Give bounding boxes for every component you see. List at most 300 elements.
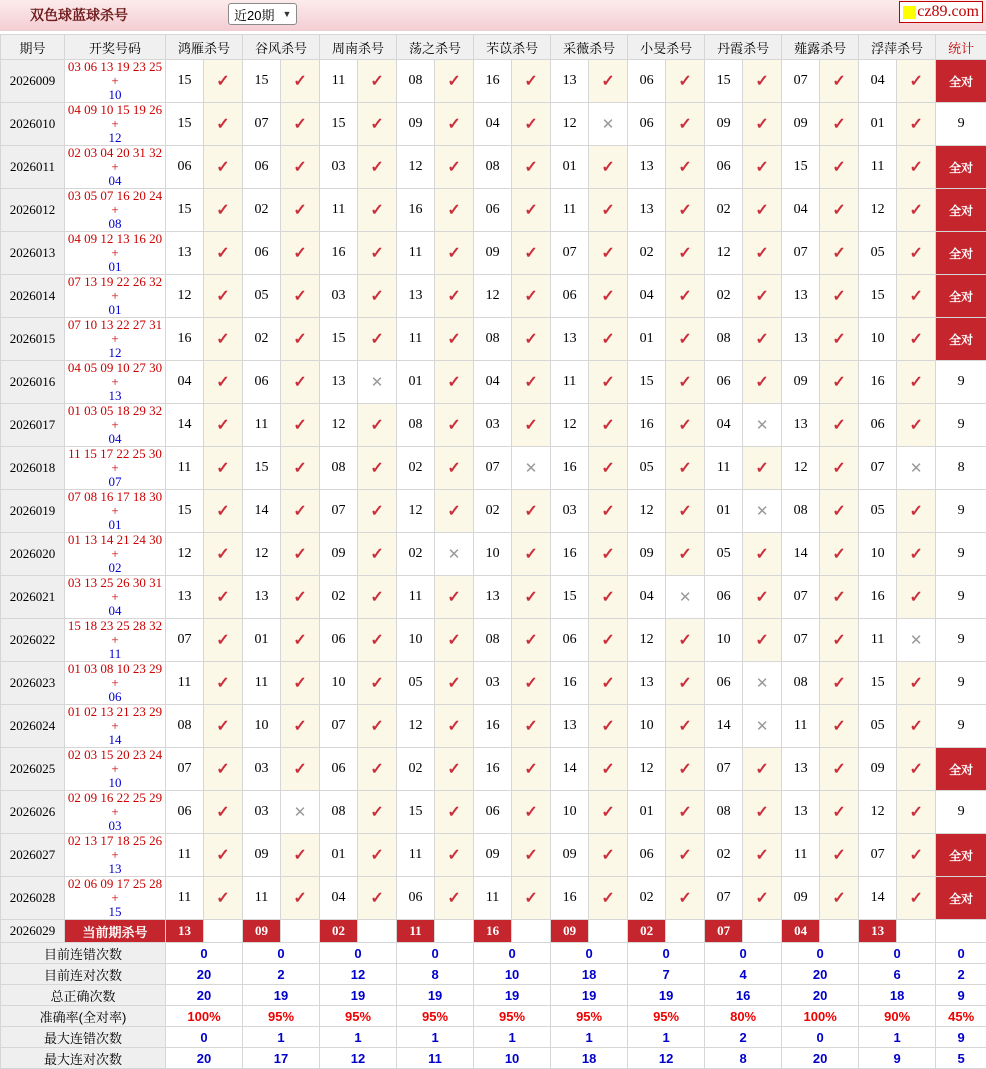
kill-number-cell: 13 <box>782 318 820 361</box>
kill-number-cell: 15 <box>166 189 204 232</box>
check-cell <box>512 103 551 146</box>
kill-number-cell: 04 <box>474 103 512 146</box>
table-row <box>1 490 986 533</box>
check-cell <box>435 834 474 877</box>
check-cell <box>743 619 782 662</box>
check-cell <box>204 576 243 619</box>
period-range-value: 近20期 <box>234 5 274 24</box>
check-icon: ✓ <box>601 288 614 305</box>
check-icon: ✓ <box>909 847 922 864</box>
period-cell: 2026025 <box>1 748 65 791</box>
kill-number-cell: 13 <box>628 189 666 232</box>
blue-ball-text: 11 <box>109 646 122 661</box>
summary-value-cell: 100% <box>166 1006 243 1027</box>
blue-ball-text: 01 <box>109 517 122 532</box>
check-icon: ✓ <box>909 675 922 692</box>
kill-number-cell: 12 <box>859 791 897 834</box>
summary-value-cell: 18 <box>551 1048 628 1069</box>
stat-cell: 9 <box>936 791 986 834</box>
check-icon: ✓ <box>447 632 460 649</box>
check-icon: ✓ <box>524 546 537 563</box>
summary-value-cell: 80% <box>705 1006 782 1027</box>
check-cell <box>281 662 320 705</box>
kill-number-cell: 13 <box>782 404 820 447</box>
kill-number-cell: 12 <box>320 404 358 447</box>
check-icon: ✓ <box>909 374 922 391</box>
check-cell <box>281 189 320 232</box>
check-icon: ✓ <box>832 331 845 348</box>
summary-value-cell: 1 <box>551 1027 628 1048</box>
current-kill-cell: 16 <box>474 920 512 943</box>
check-icon: ✓ <box>755 245 768 262</box>
check-icon: ✓ <box>832 288 845 305</box>
check-icon: ✓ <box>524 331 537 348</box>
summary-value-cell: 20 <box>166 985 243 1006</box>
summary-value-cell: 18 <box>551 964 628 985</box>
kill-number-cell: 16 <box>859 361 897 404</box>
kill-number-cell: 10 <box>859 318 897 361</box>
kill-number-cell: 13 <box>551 60 589 103</box>
kill-number-cell: 02 <box>397 533 435 576</box>
period-cell: 2026009 <box>1 60 65 103</box>
check-icon: ✓ <box>601 245 614 262</box>
summary-value-cell: 0 <box>859 943 936 964</box>
kill-number-cell: 07 <box>166 619 204 662</box>
kill-number-cell: 15 <box>397 791 435 834</box>
kill-number-cell: 01 <box>628 318 666 361</box>
empty-check-cell <box>743 920 782 943</box>
check-cell <box>743 490 782 533</box>
summary-label-cell: 准确率(全对率) <box>1 1006 166 1027</box>
blue-ball-text: 15 <box>109 904 122 919</box>
current-kill-cell: 02 <box>628 920 666 943</box>
check-cell <box>589 361 628 404</box>
check-icon: ✓ <box>216 417 229 434</box>
kill-number-cell: 16 <box>397 189 435 232</box>
check-icon: ✓ <box>832 73 845 90</box>
period-cell: 2026026 <box>1 791 65 834</box>
kill-number-cell: 05 <box>397 662 435 705</box>
check-icon: ✓ <box>678 761 691 778</box>
check-icon: ✓ <box>832 804 845 821</box>
check-icon: ✓ <box>216 288 229 305</box>
kill-number-cell: 07 <box>705 877 743 920</box>
check-icon: ✓ <box>755 804 768 821</box>
red-balls-text: 01 13 14 21 24 30 + <box>68 533 162 562</box>
check-icon: ✓ <box>678 245 691 262</box>
kill-number-cell: 07 <box>320 705 358 748</box>
check-cell <box>204 705 243 748</box>
check-cell <box>512 232 551 275</box>
summary-label-cell: 目前连对次数 <box>1 964 166 985</box>
column-header: 薤露杀号 <box>782 35 859 60</box>
logo-square-icon <box>903 6 916 19</box>
summary-value-cell: 20 <box>782 964 859 985</box>
summary-value-cell: 0 <box>397 943 474 964</box>
check-icon: ✓ <box>293 546 306 563</box>
check-icon: ✓ <box>909 331 922 348</box>
kill-number-cell: 08 <box>474 318 512 361</box>
check-icon: ✓ <box>370 159 383 176</box>
check-cell <box>820 60 859 103</box>
check-cell <box>204 748 243 791</box>
check-cell <box>435 189 474 232</box>
kill-number-cell: 05 <box>705 533 743 576</box>
check-cell <box>666 705 705 748</box>
kill-number-cell: 11 <box>166 877 204 920</box>
check-cell <box>358 619 397 662</box>
period-cell: 2026016 <box>1 361 65 404</box>
period-cell: 2026012 <box>1 189 65 232</box>
stat-cell: 全对 <box>936 834 986 877</box>
check-cell <box>820 748 859 791</box>
check-icon: ✓ <box>755 288 768 305</box>
check-icon: ✓ <box>524 288 537 305</box>
kill-number-cell: 06 <box>397 877 435 920</box>
check-icon: ✓ <box>293 116 306 133</box>
cross-icon: ✕ <box>910 460 923 477</box>
blue-ball-text: 12 <box>109 130 122 145</box>
table-row <box>1 576 986 619</box>
check-cell <box>666 877 705 920</box>
kill-number-cell: 12 <box>628 619 666 662</box>
check-cell <box>358 447 397 490</box>
kill-number-cell: 09 <box>859 748 897 791</box>
kill-number-cell: 08 <box>166 705 204 748</box>
check-icon: ✓ <box>909 417 922 434</box>
check-icon: ✓ <box>293 718 306 735</box>
kill-number-cell: 06 <box>705 146 743 189</box>
check-cell <box>589 60 628 103</box>
kill-number-cell: 11 <box>166 834 204 877</box>
check-cell <box>743 705 782 748</box>
red-balls-text: 02 13 17 18 25 26 + <box>68 834 162 863</box>
kill-number-cell: 08 <box>705 318 743 361</box>
kill-number-cell: 10 <box>397 619 435 662</box>
kill-number-cell: 15 <box>243 60 281 103</box>
kill-number-cell: 08 <box>397 404 435 447</box>
kill-number-cell: 03 <box>243 791 281 834</box>
check-cell <box>743 748 782 791</box>
check-icon: ✓ <box>216 546 229 563</box>
kill-number-cell: 06 <box>166 791 204 834</box>
check-icon: ✓ <box>755 116 768 133</box>
check-cell <box>897 748 936 791</box>
check-cell <box>820 576 859 619</box>
check-icon: ✓ <box>755 159 768 176</box>
column-header: 浮萍杀号 <box>859 35 936 60</box>
draw-numbers-cell <box>65 275 166 318</box>
table-row <box>1 834 986 877</box>
check-icon: ✓ <box>524 417 537 434</box>
check-cell <box>743 576 782 619</box>
check-icon: ✓ <box>524 245 537 262</box>
check-icon: ✓ <box>909 589 922 606</box>
summary-value-cell: 20 <box>782 1048 859 1069</box>
summary-value-cell: 0 <box>782 1027 859 1048</box>
page-title: 双色球蓝球杀号 <box>30 0 128 30</box>
check-icon: ✓ <box>216 804 229 821</box>
check-cell <box>743 275 782 318</box>
kill-number-cell: 15 <box>782 146 820 189</box>
check-icon: ✓ <box>909 503 922 520</box>
period-cell: 2026028 <box>1 877 65 920</box>
red-balls-text: 15 18 23 25 28 32 + <box>68 619 162 648</box>
stat-cell: 9 <box>936 490 986 533</box>
column-header: 期号 <box>1 35 65 60</box>
chevron-down-icon: ▼ <box>282 9 291 19</box>
red-balls-text: 01 02 13 21 23 29 + <box>68 705 162 734</box>
summary-value-cell: 19 <box>474 985 551 1006</box>
draw-numbers-cell <box>65 490 166 533</box>
check-icon: ✓ <box>447 847 460 864</box>
kill-number-cell: 10 <box>243 705 281 748</box>
summary-value-cell: 19 <box>320 985 397 1006</box>
kill-number-cell: 16 <box>551 533 589 576</box>
kill-number-cell: 03 <box>320 275 358 318</box>
cross-icon: ✕ <box>910 632 923 649</box>
kill-number-cell: 01 <box>551 146 589 189</box>
check-icon: ✓ <box>601 374 614 391</box>
kill-number-cell: 12 <box>628 748 666 791</box>
draw-numbers-cell <box>65 318 166 361</box>
check-cell <box>743 533 782 576</box>
check-icon: ✓ <box>524 73 537 90</box>
kill-number-cell: 16 <box>859 576 897 619</box>
kill-number-cell: 06 <box>243 361 281 404</box>
check-icon: ✓ <box>216 847 229 864</box>
check-cell <box>512 318 551 361</box>
kill-number-cell: 07 <box>166 748 204 791</box>
red-balls-text: 02 09 16 22 25 29 + <box>68 791 162 820</box>
kill-number-cell: 11 <box>243 662 281 705</box>
kill-number-cell: 07 <box>859 834 897 877</box>
kill-number-cell: 04 <box>474 361 512 404</box>
kill-number-cell: 07 <box>859 447 897 490</box>
check-cell <box>512 275 551 318</box>
check-cell <box>204 619 243 662</box>
check-icon: ✓ <box>216 245 229 262</box>
period-cell: 2026010 <box>1 103 65 146</box>
check-cell <box>897 576 936 619</box>
table-row <box>1 619 986 662</box>
check-icon: ✓ <box>293 202 306 219</box>
check-icon: ✓ <box>678 288 691 305</box>
check-cell <box>358 275 397 318</box>
check-cell <box>435 619 474 662</box>
check-icon: ✓ <box>832 202 845 219</box>
blue-ball-text: 04 <box>109 173 122 188</box>
draw-numbers-cell <box>65 877 166 920</box>
kill-number-cell: 12 <box>397 146 435 189</box>
check-icon: ✓ <box>447 116 460 133</box>
check-cell <box>897 146 936 189</box>
kill-number-cell: 02 <box>628 232 666 275</box>
kill-number-cell: 12 <box>166 533 204 576</box>
stat-cell: 9 <box>936 404 986 447</box>
draw-numbers-cell <box>65 361 166 404</box>
kill-number-cell: 15 <box>166 60 204 103</box>
blue-ball-text: 04 <box>109 603 122 618</box>
cross-icon: ✕ <box>756 417 769 434</box>
check-icon: ✓ <box>370 890 383 907</box>
cross-icon: ✕ <box>294 804 307 821</box>
table-row <box>1 533 986 576</box>
kill-number-cell: 09 <box>628 533 666 576</box>
check-cell <box>204 791 243 834</box>
logo-text: cz89.com <box>917 3 979 21</box>
check-cell <box>281 404 320 447</box>
check-cell <box>512 748 551 791</box>
check-cell <box>820 318 859 361</box>
column-header: 统计 <box>936 35 986 60</box>
check-cell <box>589 189 628 232</box>
check-cell <box>204 404 243 447</box>
check-icon: ✓ <box>678 73 691 90</box>
kill-number-cell: 09 <box>782 103 820 146</box>
check-cell <box>204 275 243 318</box>
check-cell <box>743 447 782 490</box>
check-icon: ✓ <box>447 417 460 434</box>
check-cell <box>820 791 859 834</box>
summary-value-cell: 0 <box>628 943 705 964</box>
draw-numbers-cell <box>65 146 166 189</box>
summary-label-cell: 最大连错次数 <box>1 1027 166 1048</box>
kill-number-cell: 06 <box>320 748 358 791</box>
check-cell <box>435 103 474 146</box>
check-icon: ✓ <box>447 718 460 735</box>
check-icon: ✓ <box>447 202 460 219</box>
check-cell <box>204 232 243 275</box>
kill-number-cell: 12 <box>782 447 820 490</box>
kill-number-cell: 12 <box>628 490 666 533</box>
stat-cell <box>936 920 986 943</box>
check-icon: ✓ <box>370 417 383 434</box>
check-cell <box>666 447 705 490</box>
check-cell <box>435 275 474 318</box>
red-balls-text: 04 09 10 15 19 26 + <box>68 103 162 132</box>
check-icon: ✓ <box>524 675 537 692</box>
table-row <box>1 146 986 189</box>
check-icon: ✓ <box>678 202 691 219</box>
site-logo-link[interactable] <box>899 1 983 23</box>
check-icon: ✓ <box>447 331 460 348</box>
kill-number-cell: 09 <box>551 834 589 877</box>
check-cell <box>820 404 859 447</box>
kill-number-cell: 15 <box>243 447 281 490</box>
kill-number-cell: 16 <box>474 60 512 103</box>
kill-number-cell: 01 <box>628 791 666 834</box>
draw-numbers-cell <box>65 533 166 576</box>
check-cell <box>358 834 397 877</box>
check-icon: ✓ <box>370 589 383 606</box>
check-cell <box>589 791 628 834</box>
check-icon: ✓ <box>216 589 229 606</box>
summary-value-cell: 0 <box>705 943 782 964</box>
check-icon: ✓ <box>678 460 691 477</box>
stat-cell: 9 <box>936 619 986 662</box>
summary-value-cell: 0 <box>243 943 320 964</box>
column-header: 丹霞杀号 <box>705 35 782 60</box>
check-cell <box>666 619 705 662</box>
table-row <box>1 791 986 834</box>
blue-ball-text: 10 <box>109 87 122 102</box>
kill-number-cell: 13 <box>397 275 435 318</box>
check-icon: ✓ <box>370 847 383 864</box>
check-icon: ✓ <box>447 589 460 606</box>
check-icon: ✓ <box>601 460 614 477</box>
blue-ball-text: 10 <box>109 775 122 790</box>
kill-number-cell: 05 <box>859 490 897 533</box>
kill-number-cell: 12 <box>243 533 281 576</box>
summary-value-cell: 20 <box>166 964 243 985</box>
check-icon: ✓ <box>447 288 460 305</box>
check-icon: ✓ <box>832 890 845 907</box>
kill-number-cell: 13 <box>628 146 666 189</box>
cross-icon: ✕ <box>756 718 769 735</box>
summary-value-cell: 10 <box>474 964 551 985</box>
check-cell <box>512 834 551 877</box>
period-cell: 2026021 <box>1 576 65 619</box>
check-cell <box>820 662 859 705</box>
empty-check-cell <box>281 920 320 943</box>
current-kill-cell: 02 <box>320 920 358 943</box>
kill-number-cell: 07 <box>782 60 820 103</box>
check-icon: ✓ <box>447 761 460 778</box>
check-icon: ✓ <box>216 331 229 348</box>
check-icon: ✓ <box>524 116 537 133</box>
check-cell <box>820 877 859 920</box>
kill-number-cell: 06 <box>705 662 743 705</box>
draw-numbers-cell <box>65 447 166 490</box>
kill-number-cell: 11 <box>243 877 281 920</box>
check-icon: ✓ <box>909 804 922 821</box>
check-cell <box>897 705 936 748</box>
column-header: 采薇杀号 <box>551 35 628 60</box>
kill-number-cell: 16 <box>551 877 589 920</box>
check-cell <box>204 834 243 877</box>
period-cell: 2026023 <box>1 662 65 705</box>
check-cell <box>204 103 243 146</box>
check-cell <box>204 318 243 361</box>
summary-value-cell: 95% <box>320 1006 397 1027</box>
check-cell <box>435 705 474 748</box>
check-cell <box>666 60 705 103</box>
check-icon: ✓ <box>370 460 383 477</box>
kill-number-cell: 11 <box>320 189 358 232</box>
kill-number-cell: 16 <box>551 447 589 490</box>
summary-row <box>1 1006 986 1027</box>
kill-number-cell: 08 <box>320 791 358 834</box>
kill-number-cell: 13 <box>782 275 820 318</box>
check-icon: ✓ <box>678 675 691 692</box>
check-cell <box>589 232 628 275</box>
draw-numbers-cell <box>65 834 166 877</box>
kill-number-cell: 09 <box>320 533 358 576</box>
empty-check-cell <box>820 920 859 943</box>
blue-ball-text: 03 <box>109 818 122 833</box>
check-cell <box>897 361 936 404</box>
check-cell <box>743 834 782 877</box>
period-range-select[interactable] <box>228 3 297 25</box>
table-row <box>1 232 986 275</box>
check-cell <box>281 877 320 920</box>
check-icon: ✓ <box>755 761 768 778</box>
check-cell <box>589 404 628 447</box>
check-icon: ✓ <box>447 374 460 391</box>
red-balls-text: 07 10 13 22 27 31 + <box>68 318 162 347</box>
check-cell <box>512 533 551 576</box>
